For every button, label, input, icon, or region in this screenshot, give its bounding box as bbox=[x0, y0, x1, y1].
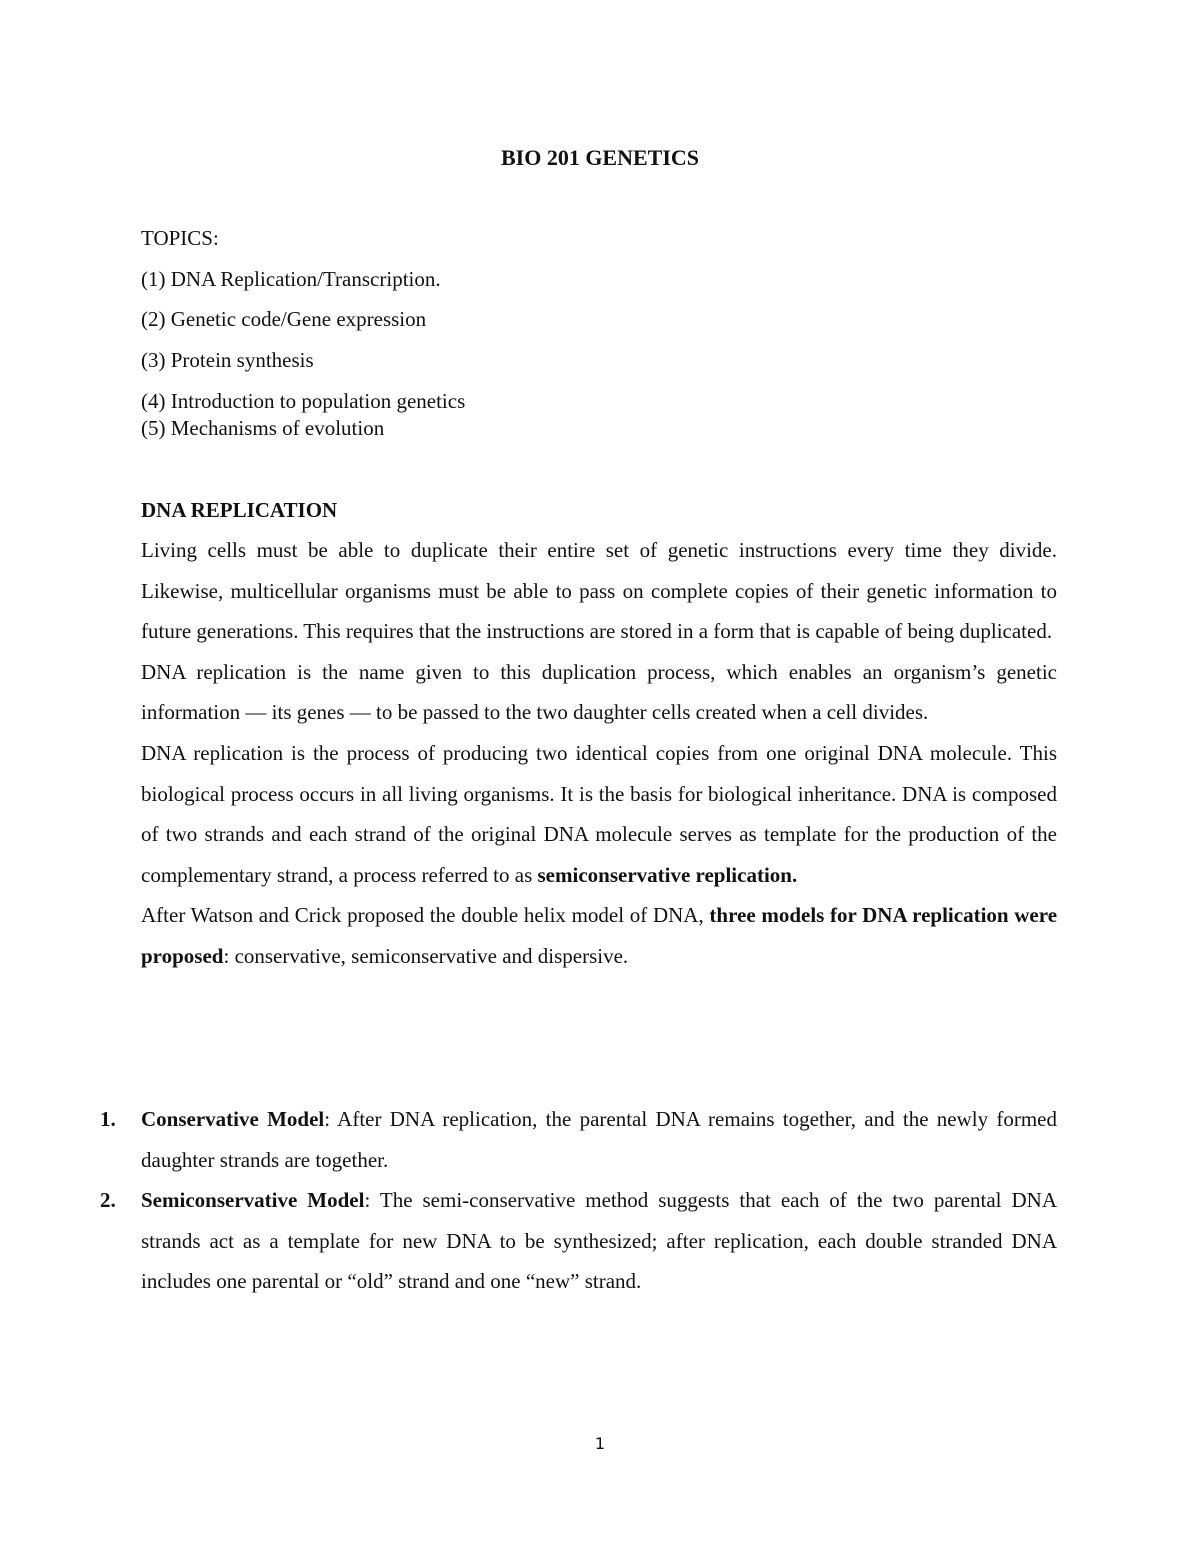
list-item bbox=[100, 1099, 1057, 1180]
models-list bbox=[100, 1099, 1057, 1302]
document-title: BIO 201 GENETICS bbox=[500, 145, 700, 170]
paragraph-3-text: DNA replication is the process of producing two identical copies from one original DNA molecule. This biological process occurs in all living organisms. It is the basis for biological inheritance. DNA is composed of two strands and each strand of the original DNA molecule serves as template for the production of the complementary strand, a process referred to as bbox=[141, 740, 1057, 887]
paragraph-2: DNA replication is the name given to this duplication process, which enables an organism’s genetic information — its genes — to be passed to the two daughter cells created when a cell divides. bbox=[141, 659, 1057, 725]
list-item-number: 2. bbox=[100, 1188, 116, 1213]
paragraph-4-start: After Watson and Crick proposed the double helix model of DNA, bbox=[141, 903, 704, 928]
list-item-number: 1. bbox=[100, 1107, 116, 1131]
topic-item-5: (5) Mechanisms of evolution bbox=[141, 416, 385, 440]
list-item-text: : After DNA replication, the parental DNA remains together, and the newly formed daughter strands are together. bbox=[141, 1107, 1058, 1172]
body-paragraphs bbox=[141, 530, 1057, 977]
paragraph-3-bold: semiconservative replication. bbox=[537, 862, 798, 887]
paragraph-4-bold: three models for DNA replication were proposed bbox=[141, 903, 1058, 968]
paragraph-4-end: : conservative, semiconservative and dispersive. bbox=[223, 943, 629, 968]
topics-label: TOPICS: bbox=[141, 226, 219, 250]
list-item-name: Conservative Model bbox=[141, 1107, 325, 1131]
paragraph-1: Living cells must be able to duplicate their entire set of genetic instructions every time they divide. Likewise, multicellular organisms must be able to pass on complete copies of their genetic information to future generations. This requires that the instructions are stored in a form that is capable of being duplicated. bbox=[141, 538, 1057, 644]
topic-item-4: (4) Introduction to population genetics bbox=[141, 389, 466, 413]
paragraph-4 bbox=[141, 895, 1057, 976]
list-item-text: : The semi-conservative method suggests that each of the two parental DNA strands act as a template for new DNA to be synthesized; after replication, each double stranded DNA includes one parental or “old” strand and one “new” strand. bbox=[141, 1188, 1057, 1294]
topic-item-1: (1) DNA Replication/Transcription. bbox=[141, 267, 441, 291]
topic-item-2: (2) Genetic code/Gene expression bbox=[141, 307, 427, 331]
list-item-name: Semiconservative Model bbox=[141, 1188, 365, 1213]
paragraph-3 bbox=[141, 733, 1057, 895]
topic-item-3: (3) Protein synthesis bbox=[141, 348, 314, 372]
page-number: 1 bbox=[594, 1434, 606, 1453]
list-item bbox=[100, 1180, 1057, 1302]
section-heading: DNA REPLICATION bbox=[141, 498, 338, 522]
